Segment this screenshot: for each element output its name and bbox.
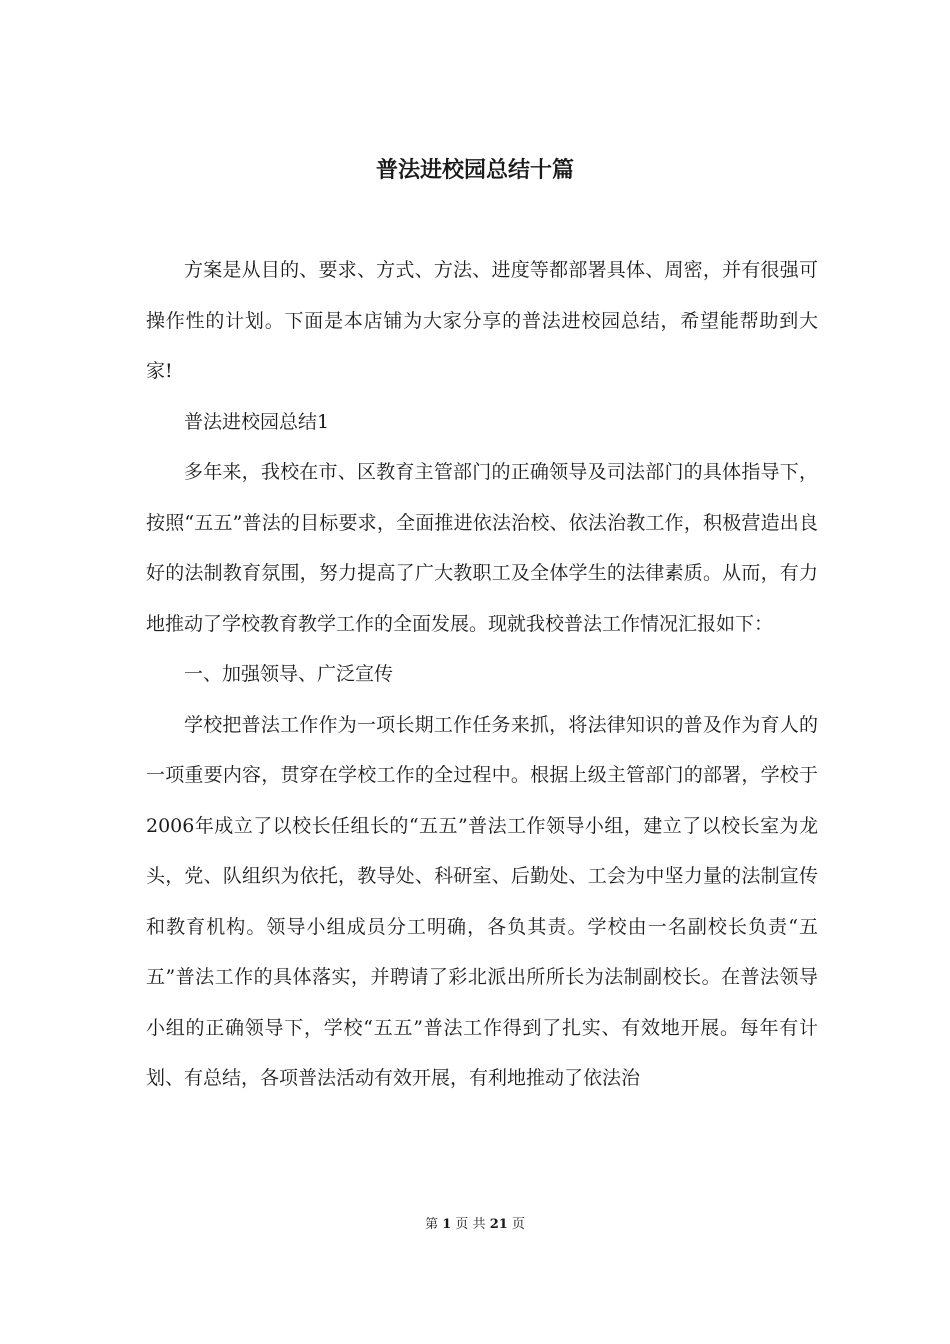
body-paragraph: 多年来，我校在市、区教育主管部门的正确领导及司法部门的具体指导下，按照“五五”普法的目标要求，全面推进依法治校、依法治教工作，积极营造出良好的法制教育氛围，努力提高了广大教职工及全体学生的法律素质。从而，有力地推动了学校教育教学工作的全面发展。现就我校普法工作情况汇报如下： <box>146 461 818 635</box>
footer-current-page: 1 <box>442 1217 452 1232</box>
footer-prefix: 第 <box>425 1217 439 1232</box>
document-title: 普法进校园总结十篇 <box>375 157 574 183</box>
footer-total-pages: 21 <box>489 1217 508 1232</box>
intro-paragraph: 方案是从目的、要求、方式、方法、进度等都部署具体、周密，并有很强可操作性的计划。下面是本店铺为大家分享的普法进校园总结，希望能帮助到大家! <box>146 259 818 382</box>
footer-middle: 页 共 <box>455 1217 486 1232</box>
document-body <box>146 245 818 1104</box>
section-heading-leadership: 一、加强领导、广泛宣传 <box>184 663 394 685</box>
page-footer <box>0 1215 950 1235</box>
section-heading-summary-1: 普法进校园总结1 <box>184 410 330 433</box>
body-paragraph: 学校把普法工作作为一项长期工作任务来抓，将法律知识的普及作为育人的一项重要内容，贯穿在学校工作的全过程中。根据上级主管部门的部署，学校于2006年成立了以校长任组长的“五五”普法工作领导小组，建立了以校长室为龙头，党、队组织为依托，教导处、科研室、后勤处、工会为中坚力量的法制宣传和教育机构。领导小组成员分工明确，各负其责。学校由一名副校长负责“五五”普法工作的具体落实，并聘请了彩北派出所所长为法制副校长。在普法领导小组的正确领导下，学校“五五”普法工作得到了扎实、有效地开展。每年有计划、有总结，各项普法活动有效开展，有利地推动了依法治 <box>146 713 818 1089</box>
footer-suffix: 页 <box>511 1217 525 1232</box>
